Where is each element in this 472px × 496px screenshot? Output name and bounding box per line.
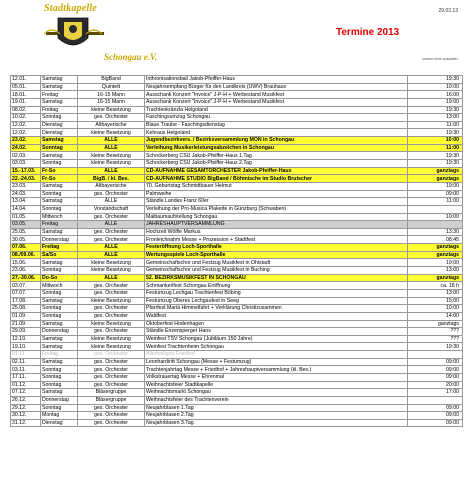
event-date: 12.02. — [11, 121, 41, 129]
event-group: 16-15 Mann — [78, 98, 145, 106]
event-time: 17:00 — [408, 389, 463, 397]
event-day: Samstag — [41, 83, 78, 91]
event-date: 24.02. — [11, 144, 41, 152]
table-row — [11, 289, 463, 297]
event-day: Samstag — [41, 198, 78, 206]
event-day: Samstag — [41, 76, 78, 84]
event-group: Bläsergruppe — [78, 389, 145, 397]
event-date: 07.07. — [11, 289, 41, 297]
event-time: 19:30 — [408, 106, 463, 114]
table-row — [11, 91, 463, 99]
event-day: Donnerstag — [41, 236, 78, 244]
event-date: 05.01. — [11, 83, 41, 91]
event-date: 27.-30.06. — [11, 274, 41, 282]
event-name: JAHRESHAUPTVERSAMMLUNG — [145, 221, 408, 229]
event-name: Neujahrblasen 2.Tag — [145, 412, 408, 420]
event-date: 14.04. — [11, 205, 41, 213]
event-group: ges. Orchester — [78, 373, 145, 381]
event-date: 03.07. — [11, 282, 41, 290]
event-date: 01.12. — [11, 381, 41, 389]
event-time: 19:30 — [408, 76, 463, 84]
event-group: ges. Orchester — [78, 366, 145, 374]
table-row — [11, 366, 463, 374]
events-table — [10, 75, 463, 427]
event-time: 09:00 — [408, 412, 463, 420]
table-row — [11, 182, 463, 190]
event-name: Ausschank Konzert "Invoice" J-P-H + Werbestand Musikfest — [145, 98, 408, 106]
event-group: Vorstandschaft — [78, 205, 145, 213]
event-date: 12.01. — [11, 76, 41, 84]
event-group: kleine Besetzung — [78, 152, 145, 160]
event-date: 15.-17.03. — [11, 167, 41, 175]
event-group: kleine Besetzung — [78, 106, 145, 114]
event-name: Inthronisationsball Jakob-Pfeiffer-Haus — [145, 76, 408, 84]
event-date: 19.01. — [11, 98, 41, 106]
event-time: 13:30 — [408, 228, 463, 236]
event-day: Sonntag — [41, 267, 78, 275]
event-day: Dienstag — [41, 419, 78, 427]
event-date: 02.03. — [11, 152, 41, 160]
event-group: ALLE — [78, 274, 145, 282]
event-day: Sonntag — [41, 144, 78, 152]
event-time: 11:00 — [408, 144, 463, 152]
event-name: Schockerberg CSU Jakob-Pfeiffer-Haus 2.Tag — [145, 160, 408, 168]
event-date: 08./09.06. — [11, 251, 41, 259]
event-time: 20:00 — [408, 381, 463, 389]
event-day: Sonntag — [41, 205, 78, 213]
event-day: Samstag — [41, 320, 78, 328]
event-name: Neujahrblasen 1.Tag — [145, 404, 408, 412]
event-name: Verleihung der Pro-Musica Plakette in Günzburg (Schwaben) — [145, 205, 408, 213]
event-name: Kehraus Helgoland — [145, 129, 408, 137]
table-row — [11, 190, 463, 198]
event-day: Dienstag — [41, 121, 78, 129]
event-time: 10:00 — [408, 213, 463, 221]
event-day: Samstag — [41, 152, 78, 160]
event-group: ALLE — [78, 221, 145, 229]
event-group: ALLE — [78, 144, 145, 152]
event-day: Sonntag — [41, 373, 78, 381]
event-time: 09:00 — [408, 366, 463, 374]
event-date: 26.12. — [11, 396, 41, 404]
event-name: Schmankerlfest Schongau Eröffnung — [145, 282, 408, 290]
event-time: ganztags — [408, 274, 463, 282]
event-time: 10:00 — [408, 83, 463, 91]
event-group: ges. Orchester — [78, 358, 145, 366]
event-day: Mittwoch — [41, 282, 78, 290]
event-name: Weihnachtsmarkt Schongau — [145, 389, 408, 397]
event-group: ges. Orchester — [78, 213, 145, 221]
event-time: 08:45 — [408, 236, 463, 244]
table-row — [11, 381, 463, 389]
event-date: 30.12. — [11, 412, 41, 420]
table-row — [11, 305, 463, 313]
event-time: 11:00 — [408, 198, 463, 206]
table-row — [11, 221, 463, 229]
event-group: ges. Orchester — [78, 236, 145, 244]
event-time: 09:00 — [408, 404, 463, 412]
table-row — [11, 373, 463, 381]
header-note: unstmt ohne auswalter — [421, 57, 458, 61]
table-row — [11, 205, 463, 213]
event-group: ges. Orchester — [78, 312, 145, 320]
table-row — [11, 114, 463, 122]
event-name: Gemeinschaftschor und Festzug Musikfest in Ohlstadt — [145, 259, 408, 267]
print-date: 29.03.13 — [438, 8, 458, 14]
event-time: 09:00 — [408, 190, 463, 198]
event-name: Palmweihe — [145, 190, 408, 198]
event-time: ??? — [408, 328, 463, 336]
event-date: 03.05. — [11, 221, 41, 229]
event-date: 03.03. — [11, 160, 41, 168]
brand-subtitle: Schongau e.V. — [104, 52, 158, 62]
event-time: 09:00 — [408, 358, 463, 366]
event-day: Fr-So — [41, 167, 78, 175]
event-day: Sa/So — [41, 251, 78, 259]
event-name: Weinfest TSV Schongau (Jubiläum 150 Jahre) — [145, 335, 408, 343]
event-time: 19:30 — [408, 343, 463, 351]
event-time: 15:00 — [408, 297, 463, 305]
table-row — [11, 175, 463, 183]
event-name: Volkstrauertag Messe + Ehrenmal — [145, 373, 408, 381]
event-date: 19.10. — [11, 343, 41, 351]
event-time — [408, 351, 463, 359]
event-name: Festumzug Oberes Lechgaufest in Seeg — [145, 297, 408, 305]
event-group: ges. Orchester — [78, 412, 145, 420]
event-time — [408, 396, 463, 404]
event-day: Samstag — [41, 182, 78, 190]
event-name: CD-AUFNAHME STUDIO BigBand / Böhmische im Studio Brutscher — [145, 175, 408, 183]
event-name: Festumzug Lechgau Trachtenfest Böbing — [145, 289, 408, 297]
event-group: ges. Orchester — [78, 381, 145, 389]
event-day: Sonntag — [41, 160, 78, 168]
event-day: Sonntag — [41, 404, 78, 412]
event-name: Blaue Traube - Faschingsdienstag — [145, 121, 408, 129]
event-group: ges. Orchester — [78, 114, 145, 122]
event-group: ges. Orchester — [78, 190, 145, 198]
event-day: Fr-So — [41, 175, 78, 183]
event-time: ganztags — [408, 320, 463, 328]
event-group: ges. Orchester — [78, 282, 145, 290]
event-time: 13:00 — [408, 267, 463, 275]
table-row — [11, 351, 463, 359]
table-row — [11, 320, 463, 328]
event-day: Sonntag — [41, 190, 78, 198]
crest-logo-icon — [38, 8, 108, 62]
event-time: 11:00 — [408, 121, 463, 129]
event-day: Sonntag — [41, 289, 78, 297]
event-date: 25.08. — [11, 305, 41, 313]
event-group: kleine Besetzung — [78, 343, 145, 351]
table-row — [11, 98, 463, 106]
table-row — [11, 404, 463, 412]
event-time: ganztags — [408, 167, 463, 175]
event-name: Allerheiligen Friedhof — [145, 351, 408, 359]
event-date: 03.11. — [11, 366, 41, 374]
event-time: 10:00 — [408, 305, 463, 313]
event-date: 13.04. — [11, 198, 41, 206]
event-name: Waldfest — [145, 312, 408, 320]
event-day: Freitag — [41, 221, 78, 229]
table-row — [11, 152, 463, 160]
event-name: Oktoberfest Hodenhagen — [145, 320, 408, 328]
event-name: Schockerberg CSU Jakob-Pfeiffer-Haus 1.Tag — [145, 152, 408, 160]
event-time: 13:00 — [408, 289, 463, 297]
event-day: Samstag — [41, 137, 78, 145]
table-row — [11, 129, 463, 137]
event-date: 21.09. — [11, 320, 41, 328]
event-group: ges. Orchester — [78, 228, 145, 236]
event-name: Trachtenjahrtag Messe + Friedhof + Jahreshauptversammlung (kl. Bes.) — [145, 366, 408, 374]
event-day: Mittwoch — [41, 213, 78, 221]
event-date: 29.09. — [11, 328, 41, 336]
table-row — [11, 76, 463, 84]
table-row — [11, 389, 463, 397]
event-name: Neujahrblasen 3.Tag — [145, 419, 408, 427]
event-group: kleine Besetzung — [78, 259, 145, 267]
event-date: 18.01. — [11, 91, 41, 99]
event-name: Festeröffnung Loch-Sporthalle — [145, 244, 408, 252]
event-group: 16-15 Mann — [78, 91, 145, 99]
event-name: Jugendbezirkvers. / Bezirksversammlung MON in Schongau — [145, 137, 408, 145]
table-row — [11, 335, 463, 343]
event-date: 10.02. — [11, 114, 41, 122]
event-day: Samstag — [41, 259, 78, 267]
event-day: Donnerstag — [41, 396, 78, 404]
event-name: Ständle Landes Franz 60er — [145, 198, 408, 206]
event-time: 09:00 — [408, 373, 463, 381]
event-group: Quintett — [78, 83, 145, 91]
table-row — [11, 213, 463, 221]
event-day: Samstag — [41, 343, 78, 351]
event-day: Sonntag — [41, 366, 78, 374]
event-time: 14:00 — [408, 312, 463, 320]
event-date: 01.11. — [11, 351, 41, 359]
event-day: Do-So — [41, 274, 78, 282]
event-date: 17.08. — [11, 297, 41, 305]
event-date: 22.-24.03. — [11, 175, 41, 183]
event-date: 31.12. — [11, 419, 41, 427]
event-date: 25.05. — [11, 228, 41, 236]
table-row — [11, 236, 463, 244]
event-day: Freitag — [41, 106, 78, 114]
event-time: 19:30 — [408, 129, 463, 137]
event-day: Donnerstag — [41, 328, 78, 336]
table-row — [11, 198, 463, 206]
event-time — [408, 221, 463, 229]
event-day: Sonntag — [41, 305, 78, 313]
event-day: Samstag — [41, 358, 78, 366]
table-row — [11, 228, 463, 236]
table-row — [11, 167, 463, 175]
event-group: kleine Besetzung — [78, 160, 145, 168]
event-name: Weihnachtsfeier des Trachtenverein — [145, 396, 408, 404]
table-row — [11, 419, 463, 427]
event-date: 08.02. — [11, 106, 41, 114]
event-date: 23.02. — [11, 137, 41, 145]
event-time: 16:00 — [408, 91, 463, 99]
event-group: kleine Besetzung — [78, 335, 145, 343]
event-name: CD-AUFNAHME GESAMTORCHESTER Jakob-Pfeiffer-Haus — [145, 167, 408, 175]
event-name: Maibaumaufstellung Schongau — [145, 213, 408, 221]
event-group: ALLE — [78, 137, 145, 145]
event-time: 10:00 — [408, 137, 463, 145]
page-title: Termine 2013 — [336, 27, 400, 38]
table-row — [11, 83, 463, 91]
event-group: ges. Orchester — [78, 404, 145, 412]
event-name: Pfarrfest Mariä Himmelfahrt + Verklärung Christizusammen — [145, 305, 408, 313]
event-group: ALLE — [78, 167, 145, 175]
event-name: Ausschank Konzert "Invoice" J-P-H + Werbestand Musikfest — [145, 91, 408, 99]
event-group: kleine Besetzung — [78, 129, 145, 137]
event-name: Ständle Enzensperger Hans — [145, 328, 408, 336]
event-day: Samstag — [41, 335, 78, 343]
event-time: ganztags — [408, 244, 463, 252]
table-row — [11, 144, 463, 152]
table-row — [11, 396, 463, 404]
event-group: ALLE — [78, 198, 145, 206]
event-name: 70. Geburtstag Schmidtbauer Helmut — [145, 182, 408, 190]
event-date: 17.11. — [11, 373, 41, 381]
event-group: ges. Orchester — [78, 351, 145, 359]
event-group: ges. Orchester — [78, 419, 145, 427]
event-time: 09:00 — [408, 419, 463, 427]
event-date: 07.12. — [11, 389, 41, 397]
event-group: kleine Besetzung — [78, 267, 145, 275]
event-day: Freitag — [41, 91, 78, 99]
table-row — [11, 297, 463, 305]
event-name: 52. BEZIRKSMUSIKFEST IN SCHONGAU — [145, 274, 408, 282]
event-time: 19:00 — [408, 259, 463, 267]
event-date: 30.05. — [11, 236, 41, 244]
table-row — [11, 267, 463, 275]
event-day: Samstag — [41, 297, 78, 305]
event-date: 24.03. — [11, 190, 41, 198]
event-group: ges. Orchester — [78, 289, 145, 297]
event-name: Wertungsspiele Loch-Sporthalle — [145, 251, 408, 259]
event-group: ALLE — [78, 244, 145, 252]
event-group: ges. Orchester — [78, 305, 145, 313]
event-time: 19:30 — [408, 160, 463, 168]
event-name: Weinfest Trachtenheim Schongau — [145, 343, 408, 351]
event-group: BigBand — [78, 76, 145, 84]
event-time: 13:00 — [408, 114, 463, 122]
event-time — [408, 205, 463, 213]
event-group: kleine Besetzung — [78, 297, 145, 305]
event-day: Freitag — [41, 351, 78, 359]
event-time: ??? — [408, 335, 463, 343]
table-row — [11, 312, 463, 320]
event-group: Altbayerische — [78, 121, 145, 129]
table-row — [11, 244, 463, 252]
event-time: 19:00 — [408, 98, 463, 106]
event-name: Trachtenkränzla Helgoland — [145, 106, 408, 114]
event-time: ca. 18 h — [408, 282, 463, 290]
event-day: Sonntag — [41, 312, 78, 320]
event-date: 15.06. — [11, 259, 41, 267]
event-date: 12.02. — [11, 129, 41, 137]
table-row — [11, 343, 463, 351]
event-name: Gemeinschaftschor und Festzug Musikfest in Buching — [145, 267, 408, 275]
event-time: 19:30 — [408, 152, 463, 160]
table-row — [11, 328, 463, 336]
event-time: 19:00 — [408, 182, 463, 190]
event-date: 12.10. — [11, 335, 41, 343]
table-row — [11, 121, 463, 129]
event-group: kleine Besetzung — [78, 320, 145, 328]
event-name: Neujahrsempfang Bürger für den Landkreis (UWV) Brauhaus — [145, 83, 408, 91]
table-row — [11, 251, 463, 259]
table-row — [11, 106, 463, 114]
event-group: BigB. / kl. Bes. — [78, 175, 145, 183]
event-date: 23.03. — [11, 182, 41, 190]
event-group: ges. Orchester — [78, 328, 145, 336]
event-name: Leonhardiritt Schongau (Messe + Festumzug) — [145, 358, 408, 366]
event-day: Samstag — [41, 98, 78, 106]
event-name: Hochzeit Wölfle Markus — [145, 228, 408, 236]
event-date: 29.12. — [11, 404, 41, 412]
event-day: Freitag — [41, 244, 78, 252]
event-date: 01.05. — [11, 213, 41, 221]
event-date: 01.09. — [11, 312, 41, 320]
table-row — [11, 412, 463, 420]
event-name: Faschingsumzug Schongau — [145, 114, 408, 122]
event-date: 23.06. — [11, 267, 41, 275]
event-date: 07.06. — [11, 244, 41, 252]
table-row — [11, 282, 463, 290]
table-row — [11, 358, 463, 366]
event-name: Weihnachtsfeier Stadtkapelle — [145, 381, 408, 389]
event-day: Sonntag — [41, 114, 78, 122]
table-row — [11, 137, 463, 145]
event-date: 02.11. — [11, 358, 41, 366]
event-time: ganztags — [408, 175, 463, 183]
event-group: Bläsergruppe — [78, 396, 145, 404]
event-group: Altbayerische — [78, 182, 145, 190]
table-row — [11, 160, 463, 168]
event-name: Fronleichnahm Messe + Prozession + Stadtfest — [145, 236, 408, 244]
brand-title: Stadtkapelle — [44, 3, 97, 14]
event-day: Samstag — [41, 389, 78, 397]
event-group: ALLE — [78, 251, 145, 259]
table-row — [11, 259, 463, 267]
table-row — [11, 274, 463, 282]
event-name: Verleihung Musikerleistungsabzeichen in Schongau — [145, 144, 408, 152]
event-time: ganztags — [408, 251, 463, 259]
event-day: Samstag — [41, 228, 78, 236]
event-day: Sonntag — [41, 381, 78, 389]
event-day: Montag — [41, 412, 78, 420]
event-day: Dienstag — [41, 129, 78, 137]
